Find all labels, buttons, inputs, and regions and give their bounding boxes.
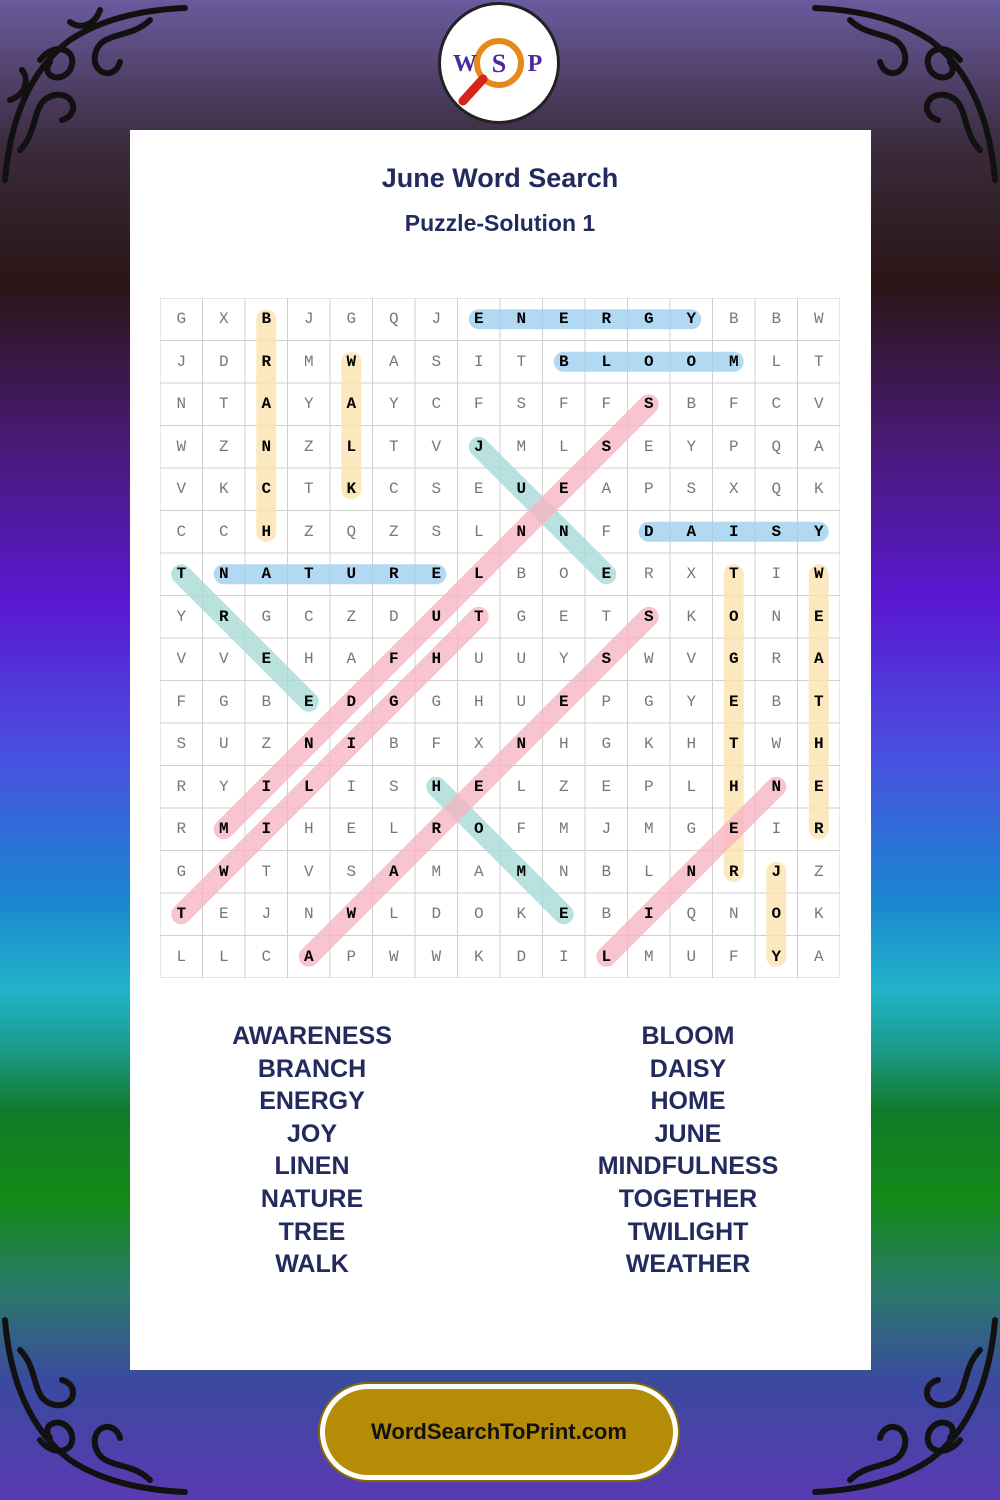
grid-letter[interactable]: T <box>303 480 314 499</box>
grid-letter[interactable]: L <box>303 777 314 796</box>
grid-letter[interactable]: L <box>643 862 654 881</box>
grid-letter[interactable]: I <box>261 777 272 796</box>
grid-letter[interactable]: J <box>431 310 442 329</box>
grid-letter[interactable]: A <box>303 947 314 966</box>
grid-letter[interactable]: M <box>431 862 442 881</box>
grid-letter[interactable]: T <box>813 352 824 371</box>
grid-letter[interactable]: W <box>218 862 229 881</box>
grid-letter[interactable]: H <box>813 735 824 754</box>
grid-letter[interactable]: I <box>346 735 357 754</box>
grid-letter[interactable]: I <box>728 522 739 541</box>
word-list-right <box>538 1020 838 1281</box>
grid-letter[interactable]: S <box>516 395 527 414</box>
grid-letter[interactable]: R <box>176 820 187 839</box>
grid-letter[interactable]: Y <box>558 650 569 669</box>
grid-letter[interactable]: B <box>771 310 782 329</box>
grid-letter[interactable]: M <box>643 820 654 839</box>
grid-letter[interactable]: E <box>218 905 229 924</box>
grid-letter[interactable]: U <box>686 947 697 966</box>
site-link-label: WordSearchToPrint.com <box>371 1419 627 1444</box>
grid-letter[interactable]: R <box>218 607 229 626</box>
grid-letter[interactable]: L <box>388 820 399 839</box>
grid-letter[interactable]: B <box>771 692 782 711</box>
grid-letter[interactable]: Z <box>346 607 357 626</box>
grid-letter[interactable]: N <box>558 522 569 541</box>
grid-letter[interactable]: A <box>388 862 399 881</box>
grid-letter[interactable]: C <box>388 480 399 499</box>
grid-letter[interactable]: F <box>516 820 527 839</box>
grid-letter[interactable]: E <box>558 310 569 329</box>
grid-letter[interactable]: T <box>728 735 739 754</box>
grid-letter[interactable]: N <box>771 777 782 796</box>
grid-letter[interactable]: L <box>473 522 484 541</box>
grid-letter[interactable]: U <box>516 480 527 499</box>
grid-letter[interactable]: Q <box>771 480 782 499</box>
grid-letter[interactable]: K <box>346 480 357 499</box>
grid-letter[interactable]: X <box>686 565 697 584</box>
grid-letter[interactable]: R <box>813 820 824 839</box>
grid-letter[interactable]: E <box>473 310 484 329</box>
grid-letter[interactable]: G <box>643 692 654 711</box>
grid-letter[interactable]: N <box>728 905 739 924</box>
grid-letter[interactable]: J <box>601 820 612 839</box>
grid-letter[interactable]: F <box>473 395 484 414</box>
grid-letter[interactable]: R <box>771 650 782 669</box>
grid-letter[interactable]: T <box>176 565 187 584</box>
grid-letter[interactable]: E <box>473 777 484 796</box>
grid-letter[interactable]: U <box>516 692 527 711</box>
word-list-item: TREE <box>278 1217 346 1246</box>
grid-letter[interactable]: N <box>516 310 527 329</box>
logo-letter-w: W <box>453 51 477 77</box>
grid-letter[interactable]: O <box>771 905 782 924</box>
grid-letter[interactable]: N <box>686 862 697 881</box>
word-list-item: BRANCH <box>257 1054 367 1083</box>
word-list-item: HOME <box>650 1087 726 1116</box>
grid-letter[interactable]: T <box>388 437 399 456</box>
grid-letter[interactable]: G <box>218 692 229 711</box>
grid-letter[interactable]: E <box>558 480 569 499</box>
grid-letter[interactable]: S <box>771 522 782 541</box>
grid-letter[interactable]: L <box>346 437 357 456</box>
grid-letter[interactable]: Z <box>218 437 229 456</box>
word-list-item: AWARENESS <box>232 1022 392 1050</box>
grid-letter[interactable]: J <box>473 437 484 456</box>
grid-letter[interactable]: V <box>176 480 187 499</box>
grid-letter[interactable]: H <box>686 735 697 754</box>
grid-letter[interactable]: S <box>601 437 612 456</box>
grid-letter[interactable]: D <box>388 607 399 626</box>
grid-letter[interactable]: F <box>558 395 569 414</box>
grid-letter[interactable]: T <box>813 692 824 711</box>
grid-letter[interactable]: H <box>728 777 739 796</box>
grid-letter[interactable]: W <box>346 905 357 924</box>
grid-letter[interactable]: F <box>728 947 739 966</box>
grid-letter[interactable]: L <box>601 352 612 371</box>
grid-letter[interactable]: B <box>261 692 272 711</box>
grid-letter[interactable]: G <box>388 692 399 711</box>
grid-letter[interactable]: T <box>261 862 272 881</box>
grid-letter[interactable]: O <box>686 352 697 371</box>
grid-letter[interactable]: V <box>686 650 697 669</box>
grid-letter[interactable]: P <box>601 692 612 711</box>
grid-letter[interactable]: L <box>473 565 484 584</box>
grid-letter[interactable]: K <box>643 735 654 754</box>
grid-letter[interactable]: U <box>473 650 484 669</box>
grid-letter[interactable]: Q <box>388 310 399 329</box>
grid-letter[interactable]: N <box>516 522 527 541</box>
grid-letter[interactable]: J <box>261 905 272 924</box>
grid-letter[interactable]: M <box>218 820 229 839</box>
grid-letter[interactable]: L <box>218 947 229 966</box>
grid-letter[interactable]: K <box>686 607 697 626</box>
grid-letter[interactable]: X <box>728 480 739 499</box>
grid-letter[interactable]: Y <box>686 310 697 329</box>
page-subtitle: Puzzle-Solution 1 <box>404 210 596 236</box>
grid-letter[interactable]: E <box>558 607 569 626</box>
grid-letter[interactable]: Z <box>558 777 569 796</box>
grid-letter[interactable]: E <box>473 480 484 499</box>
grid-letter[interactable]: N <box>771 607 782 626</box>
grid-letter[interactable]: R <box>728 862 739 881</box>
grid-letter[interactable]: E <box>643 437 654 456</box>
grid-letter[interactable]: X <box>218 310 229 329</box>
grid-letter[interactable]: F <box>388 650 399 669</box>
grid-letter[interactable]: B <box>261 310 272 329</box>
grid-letter[interactable]: J <box>176 352 187 371</box>
grid-letter[interactable]: Z <box>388 522 399 541</box>
grid-letter[interactable]: N <box>303 735 314 754</box>
grid-letter[interactable]: V <box>218 650 229 669</box>
grid-letter[interactable]: S <box>643 607 654 626</box>
grid-letter[interactable]: E <box>261 650 272 669</box>
grid-letter[interactable]: Q <box>686 905 697 924</box>
grid-letter[interactable]: S <box>431 522 442 541</box>
grid-letter[interactable]: A <box>813 650 824 669</box>
grid-letter[interactable]: M <box>303 352 314 371</box>
grid-letter[interactable]: I <box>771 565 782 584</box>
page-title: June Word Search <box>381 163 619 193</box>
grid-letter[interactable]: D <box>643 522 654 541</box>
grid-letter[interactable]: R <box>388 565 399 584</box>
grid-letter[interactable]: A <box>686 522 697 541</box>
grid-letter[interactable]: P <box>728 437 739 456</box>
word-list-item: WALK <box>275 1250 349 1279</box>
grid-letter[interactable]: W <box>431 947 442 966</box>
grid-letter[interactable]: Y <box>686 692 697 711</box>
grid-letter[interactable]: V <box>813 395 824 414</box>
grid-letter[interactable]: P <box>643 777 654 796</box>
grid-letter[interactable]: A <box>473 862 484 881</box>
grid-letter[interactable]: A <box>346 395 357 414</box>
grid-letter[interactable]: I <box>346 777 357 796</box>
grid-letter[interactable]: N <box>303 905 314 924</box>
grid-letter[interactable]: Y <box>388 395 399 414</box>
grid-letter[interactable]: T <box>601 607 612 626</box>
grid-letter[interactable]: E <box>601 777 612 796</box>
site-link-button[interactable] <box>320 1384 678 1480</box>
grid-letter[interactable]: G <box>516 607 527 626</box>
grid-letter[interactable]: D <box>218 352 229 371</box>
grid-letter[interactable]: G <box>261 607 272 626</box>
grid-letter[interactable]: T <box>176 905 187 924</box>
grid-letter[interactable]: H <box>431 777 442 796</box>
grid-letter[interactable]: B <box>516 565 527 584</box>
wsp-logo[interactable] <box>438 2 560 124</box>
grid-letter[interactable]: A <box>346 650 357 669</box>
grid-letter[interactable]: T <box>728 565 739 584</box>
word-list-item: LINEN <box>274 1152 350 1181</box>
grid-letter[interactable]: E <box>346 820 357 839</box>
grid-letter[interactable]: K <box>813 905 824 924</box>
grid-letter[interactable]: A <box>601 480 612 499</box>
grid-letter[interactable]: D <box>516 947 527 966</box>
grid-letter[interactable]: B <box>686 395 697 414</box>
grid-letter[interactable]: W <box>771 735 782 754</box>
grid-letter[interactable]: G <box>176 310 187 329</box>
grid-letter[interactable]: M <box>558 820 569 839</box>
grid-letter[interactable]: I <box>643 905 654 924</box>
word-list-item: JUNE <box>654 1119 722 1148</box>
grid-letter[interactable]: E <box>431 565 442 584</box>
grid-letter[interactable]: A <box>388 352 399 371</box>
grid-letter[interactable]: R <box>431 820 442 839</box>
grid-letter[interactable]: O <box>558 565 569 584</box>
grid-letter[interactable]: F <box>728 395 739 414</box>
grid-letter[interactable]: A <box>261 565 272 584</box>
grid-letter[interactable]: W <box>813 565 824 584</box>
grid-letter[interactable]: G <box>601 735 612 754</box>
grid-letter[interactable]: R <box>176 777 187 796</box>
grid-letter[interactable]: H <box>558 735 569 754</box>
grid-letter[interactable]: W <box>643 650 654 669</box>
grid-letter[interactable]: S <box>601 650 612 669</box>
grid-letter[interactable]: E <box>813 607 824 626</box>
grid-letter[interactable]: X <box>473 735 484 754</box>
grid-letter[interactable]: N <box>261 437 272 456</box>
grid-letter[interactable]: G <box>728 650 739 669</box>
grid-letter[interactable]: O <box>473 820 484 839</box>
grid-letter[interactable]: C <box>261 480 272 499</box>
grid-letter[interactable]: B <box>728 310 739 329</box>
grid-letter[interactable]: B <box>558 352 569 371</box>
grid-letter[interactable]: E <box>728 820 739 839</box>
grid-letter[interactable]: Y <box>686 437 697 456</box>
grid-letter[interactable]: B <box>601 862 612 881</box>
grid-letter[interactable]: T <box>218 395 229 414</box>
grid-letter[interactable]: C <box>218 522 229 541</box>
grid-letter[interactable]: N <box>516 735 527 754</box>
grid-letter[interactable]: H <box>261 522 272 541</box>
grid-letter[interactable]: L <box>601 947 612 966</box>
grid-letter[interactable]: R <box>601 310 612 329</box>
grid-letter[interactable]: W <box>813 310 824 329</box>
grid-letter[interactable]: O <box>473 905 484 924</box>
grid-letter[interactable]: I <box>261 820 272 839</box>
grid-letter[interactable]: M <box>516 862 527 881</box>
grid-letter[interactable]: G <box>176 862 187 881</box>
grid-letter[interactable]: F <box>601 522 612 541</box>
grid-letter[interactable]: N <box>176 395 187 414</box>
grid-letter[interactable]: S <box>176 735 187 754</box>
grid-letter[interactable]: C <box>176 522 187 541</box>
grid-letter[interactable]: L <box>176 947 187 966</box>
grid-letter[interactable]: C <box>431 395 442 414</box>
grid-letter[interactable]: L <box>686 777 697 796</box>
word-list-item: TWILIGHT <box>627 1217 749 1246</box>
grid-letter[interactable]: Y <box>218 777 229 796</box>
grid-letter[interactable]: M <box>728 352 739 371</box>
grid-letter[interactable]: J <box>303 310 314 329</box>
grid-letter[interactable]: Z <box>303 437 314 456</box>
grid-letter[interactable]: E <box>728 692 739 711</box>
grid-letter[interactable]: D <box>431 905 442 924</box>
grid-letter[interactable]: I <box>771 820 782 839</box>
grid-letter[interactable]: H <box>431 650 442 669</box>
grid-letter[interactable]: J <box>771 862 782 881</box>
grid-letter[interactable]: L <box>516 777 527 796</box>
grid-letter[interactable]: F <box>601 395 612 414</box>
grid-letter[interactable]: C <box>261 947 272 966</box>
grid-letter[interactable]: Y <box>813 522 824 541</box>
grid-letter[interactable]: S <box>686 480 697 499</box>
grid-letter[interactable]: T <box>516 352 527 371</box>
grid-letter[interactable]: A <box>813 947 824 966</box>
letter-grid <box>160 298 840 978</box>
grid-letter[interactable]: P <box>643 480 654 499</box>
grid-letter[interactable]: V <box>176 650 187 669</box>
grid-letter[interactable]: C <box>303 607 314 626</box>
grid-letter[interactable]: Y <box>176 607 187 626</box>
grid-letter[interactable]: M <box>643 947 654 966</box>
grid-letter[interactable]: Q <box>346 522 357 541</box>
grid-letter[interactable]: L <box>771 352 782 371</box>
grid-letter[interactable]: T <box>473 607 484 626</box>
grid-letter[interactable]: M <box>516 437 527 456</box>
logo-letter-s: S <box>491 49 507 78</box>
grid-letter[interactable]: Y <box>771 947 782 966</box>
grid-letter[interactable]: N <box>558 862 569 881</box>
grid-letter[interactable]: T <box>303 565 314 584</box>
grid-letter[interactable]: P <box>346 947 357 966</box>
grid-letter[interactable]: L <box>388 905 399 924</box>
grid-letter[interactable]: K <box>813 480 824 499</box>
magnifier-icon <box>441 5 557 121</box>
grid-letter[interactable]: E <box>558 692 569 711</box>
grid-letter[interactable]: G <box>686 820 697 839</box>
grid-letter[interactable]: K <box>516 905 527 924</box>
grid-letter[interactable]: U <box>431 607 442 626</box>
grid-letter[interactable]: Z <box>261 735 272 754</box>
grid-letter[interactable]: H <box>303 650 314 669</box>
grid-letter[interactable]: G <box>643 310 654 329</box>
grid-letter[interactable]: R <box>643 565 654 584</box>
grid-letter[interactable]: F <box>176 692 187 711</box>
grid-letter[interactable]: A <box>261 395 272 414</box>
word-list-item: NATURE <box>260 1184 364 1213</box>
grid-letter[interactable]: S <box>431 352 442 371</box>
grid-letter[interactable]: S <box>346 862 357 881</box>
grid-letter[interactable]: Q <box>771 437 782 456</box>
grid-letter[interactable]: F <box>431 735 442 754</box>
grid-letter[interactable]: K <box>473 947 484 966</box>
grid-letter[interactable]: L <box>558 437 569 456</box>
grid-letter[interactable]: E <box>601 565 612 584</box>
grid-letter[interactable]: Z <box>813 862 824 881</box>
word-list-item: WEATHER <box>625 1250 751 1279</box>
logo-letter-p: P <box>527 51 543 77</box>
grid-letter[interactable]: W <box>176 437 187 456</box>
grid-letter[interactable]: W <box>388 947 399 966</box>
grid-letter[interactable]: D <box>346 692 357 711</box>
word-list-left <box>162 1020 462 1281</box>
grid-letter[interactable]: V <box>431 437 442 456</box>
grid-letter[interactable]: C <box>771 395 782 414</box>
word-list-item: TOGETHER <box>618 1184 758 1213</box>
grid-letter[interactable]: I <box>558 947 569 966</box>
grid-letter[interactable]: U <box>516 650 527 669</box>
grid-letter[interactable]: B <box>601 905 612 924</box>
grid-letter[interactable]: O <box>643 352 654 371</box>
grid-letter[interactable]: R <box>261 352 272 371</box>
grid-letter[interactable]: Z <box>303 522 314 541</box>
grid-letter[interactable]: H <box>473 692 484 711</box>
grid-letter[interactable]: V <box>303 862 314 881</box>
grid-letter[interactable]: U <box>346 565 357 584</box>
grid-letter[interactable]: S <box>431 480 442 499</box>
word-list-item: MINDFULNESS <box>597 1152 779 1181</box>
grid-letter[interactable]: E <box>813 777 824 796</box>
grid-letter[interactable]: O <box>728 607 739 626</box>
grid-letter[interactable]: E <box>558 905 569 924</box>
grid-letter[interactable]: G <box>431 692 442 711</box>
grid-letter[interactable]: K <box>218 480 229 499</box>
grid-letter[interactable]: H <box>303 820 314 839</box>
grid-letter[interactable]: E <box>303 692 314 711</box>
grid-letter[interactable]: B <box>388 735 399 754</box>
word-list-item: ENERGY <box>259 1087 365 1116</box>
word-list-item: JOY <box>286 1119 338 1148</box>
grid-letter[interactable]: U <box>218 735 229 754</box>
word-list-item: DAISY <box>649 1054 727 1083</box>
grid-letter[interactable]: W <box>346 352 357 371</box>
word-list-item: BLOOM <box>641 1022 735 1050</box>
grid-letter[interactable]: N <box>218 565 229 584</box>
grid-letter[interactable]: A <box>813 437 824 456</box>
grid-letter[interactable]: G <box>346 310 357 329</box>
grid-letter[interactable]: S <box>643 395 654 414</box>
grid-letter[interactable]: Y <box>303 395 314 414</box>
grid-letter[interactable]: I <box>473 352 484 371</box>
grid-letter[interactable]: S <box>388 777 399 796</box>
